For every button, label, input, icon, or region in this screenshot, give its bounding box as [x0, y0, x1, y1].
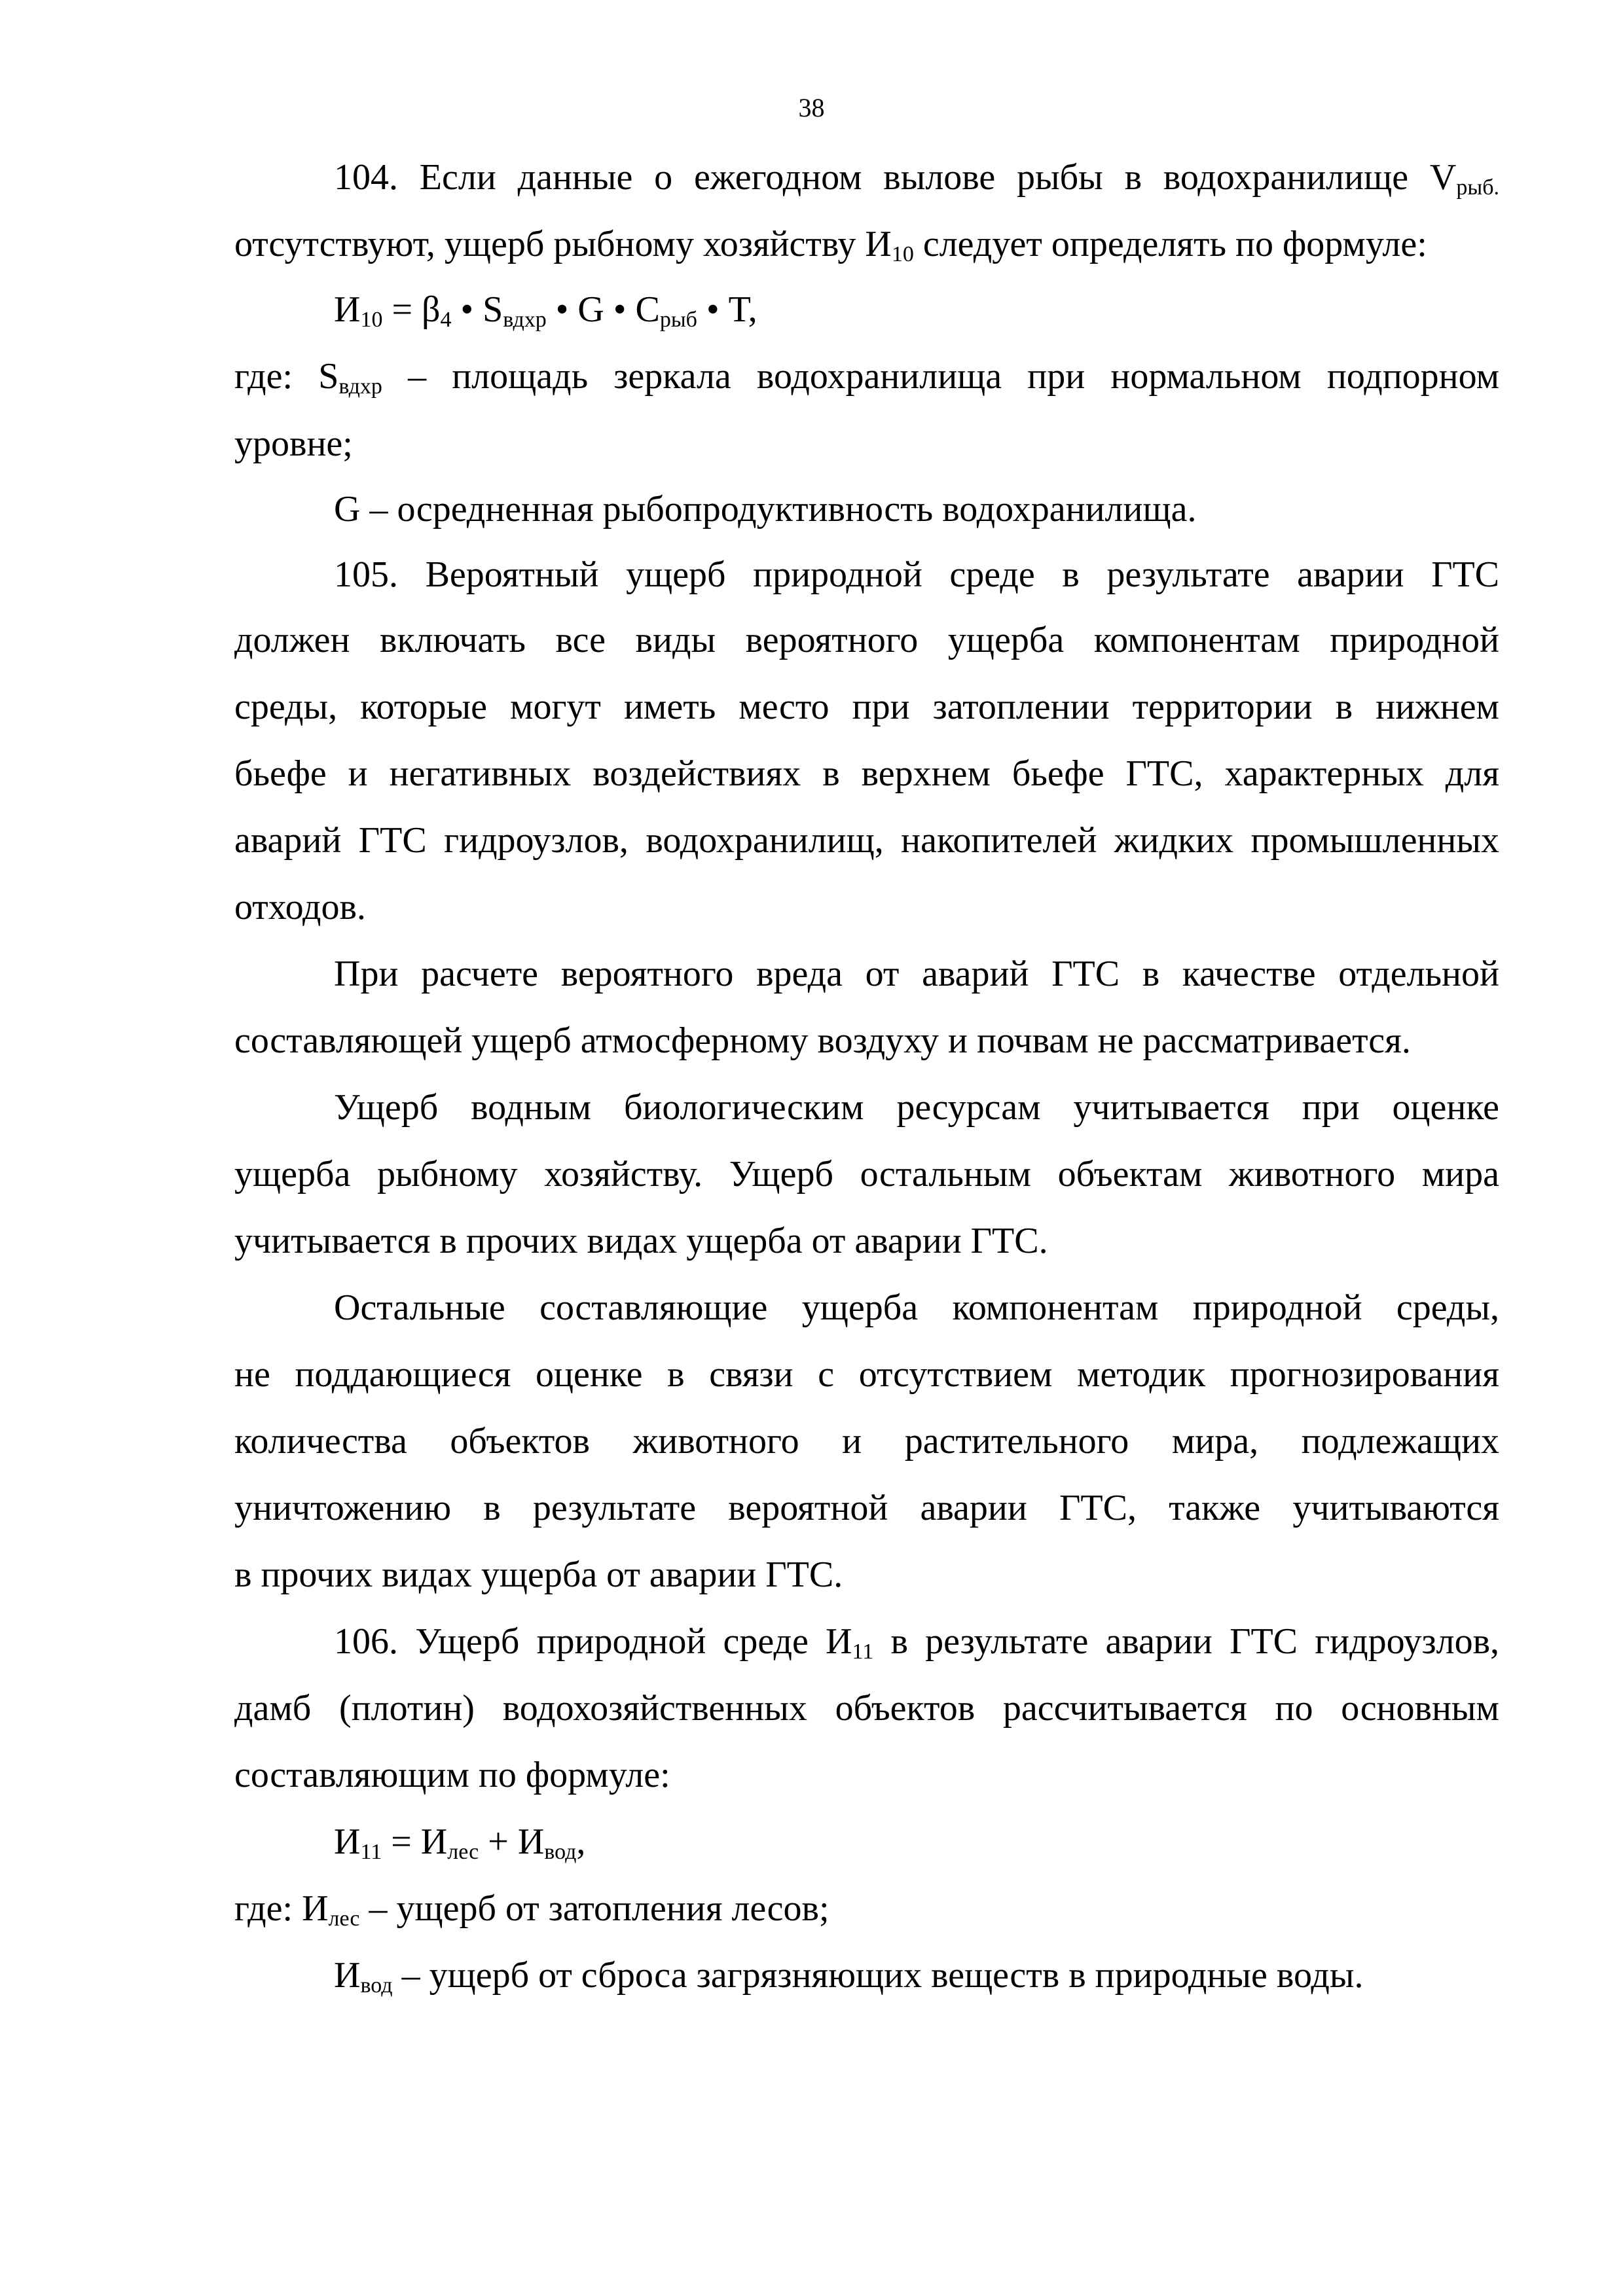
p-bio-line-2: ущерба рыбному хозяйству. Ущерб остальным объектам животного мира — [234, 1154, 1499, 1194]
where-s-definition: где: $S_{вдхр}$ – площадь зеркала водохранилища при нормальном подпорном — [234, 356, 1500, 399]
p105-line-1: 105. Вероятный ущерб природной среде в результате аварии ГТС — [334, 554, 1499, 595]
p104-line-1: 104. Если данные о ежегодном вылове рыбы в водохранилище $V_{рыб.}$ — [334, 157, 1499, 200]
p-other-line-1: Остальные составляющие ущерба компонентам природной среды, — [334, 1287, 1499, 1328]
p-bio-line-3: учитывается в прочих видах ущерба от аварии ГТС. — [234, 1221, 1048, 1261]
p-other-line-5: в прочих видах ущерба от аварии ГТС. — [234, 1554, 843, 1595]
p106-line-2: дамб (плотин) водохозяйственных объектов рассчитывается по основным — [234, 1688, 1499, 1729]
p105-line-6: отходов. — [234, 887, 366, 927]
p-atmo-line-2: составляющей ущерб атмосферному воздуху и почвам не рассматривается. — [234, 1020, 1411, 1061]
p105-line-4: бьефе и негативных воздействиях в верхнем бьефе ГТС, характерных для — [234, 753, 1499, 794]
p-other-line-2: не поддающиеся оценке в связи с отсутствием методик прогнозирования — [234, 1354, 1499, 1395]
p-bio-line-1: Ущерб водным биологическим ресурсам учитывается при оценке — [334, 1087, 1499, 1128]
formula-i11: $И_{11} = И_{лес} + И_{вод}$, — [334, 1821, 586, 1864]
p106-line-1: 106. Ущерб природной среде $И_{11}$ в результате аварии ГТС гидроузлов, — [334, 1621, 1500, 1664]
p-atmo-line-1: При расчете вероятного вреда от аварий ГТС в качестве отдельной — [334, 954, 1499, 994]
p105-line-2: должен включать все виды вероятного ущерба компонентам природной — [234, 620, 1499, 660]
p105-line-5: аварий ГТС гидроузлов, водохранилищ, накопителей жидких промышленных — [234, 820, 1499, 861]
p105-line-3: среды, которые могут иметь место при затоплении территории в нижнем — [234, 687, 1499, 727]
p104-line-2: отсутствуют, ущерб рыбному хозяйству $И_{10}$ следует определять по формуле: — [234, 224, 1427, 266]
where-vod-definition: $И_{вод}$ – ущерб от сброса загрязняющих веществ в природные воды. — [334, 1955, 1364, 1998]
formula-i10: $И_{10} = \beta_4$ • $S_{вдхр}$ • G • $C_{рыб}$ • T, — [334, 289, 757, 332]
where-g-definition: G – осредненная рыбопродуктивность водохранилища. — [334, 489, 1197, 529]
where-les-definition: где: $И_{лес}$ – ущерб от затопления лесов; — [234, 1888, 830, 1931]
p106-line-3: составляющим по формуле: — [234, 1755, 670, 1795]
where-s-definition-cont: уровне; — [234, 423, 353, 464]
page-number: 38 — [798, 93, 825, 122]
p-other-line-3: количества объектов животного и растительного мира, подлежащих — [234, 1421, 1499, 1462]
p-other-line-4: уничтожению в результате вероятной аварии ГТС, также учитываются — [234, 1488, 1499, 1528]
